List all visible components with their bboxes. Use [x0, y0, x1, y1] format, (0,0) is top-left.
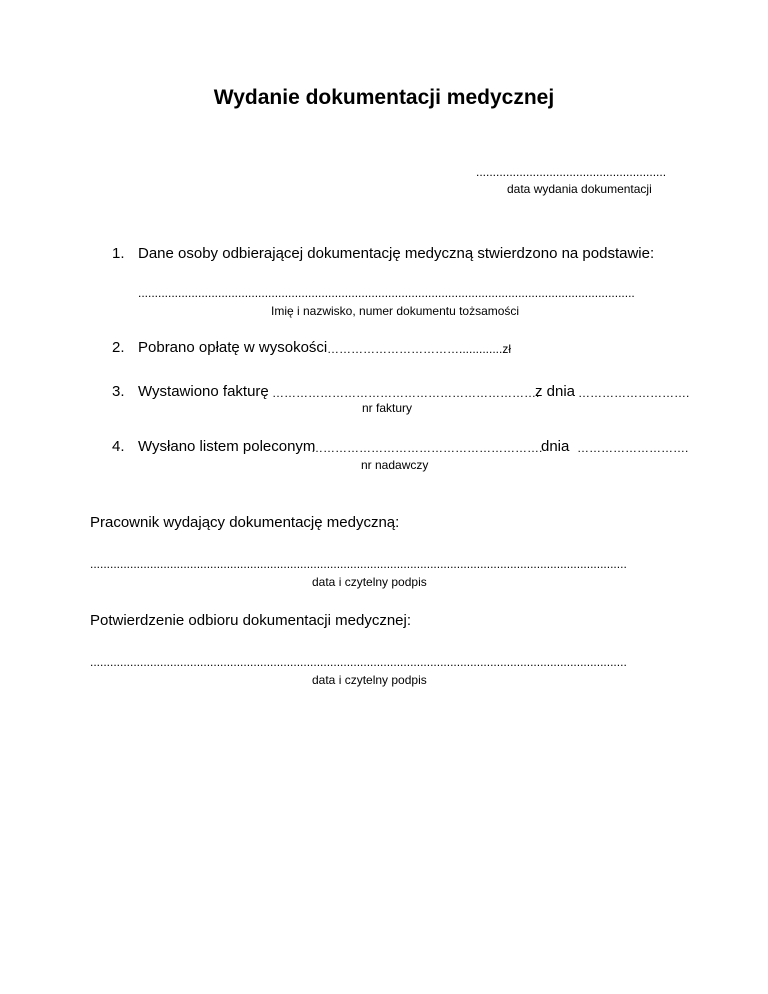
employee-signature-line[interactable]: .................................................................................................................................................................: [90, 557, 627, 571]
receipt-caption: data i czytelny podpis: [312, 673, 427, 687]
item-3-number: 3.: [112, 383, 125, 400]
issue-date-line[interactable]: .........................................................: [476, 165, 667, 179]
item-3-text: Wystawiono fakturę: [138, 383, 269, 400]
item-2: [112, 339, 327, 357]
item-4: [112, 438, 315, 456]
item-4-date-line[interactable]: ……………………….: [577, 441, 689, 455]
item-4-date-label: dnia: [541, 438, 570, 455]
item-4-number: 4.: [112, 438, 125, 455]
item-4-text: Wysłano listem poleconym: [138, 438, 316, 455]
employee-caption: data i czytelny podpis: [312, 575, 427, 589]
item-1-caption: Imię i nazwisko, numer dokumentu tożsamości: [271, 304, 520, 318]
item-2-text: Pobrano opłatę w wysokości: [138, 339, 328, 356]
item-1-line[interactable]: .....................................................................................................................................................: [138, 286, 635, 300]
document-title: Wydanie dokumentacji medycznej: [213, 86, 555, 109]
item-3-date-label: z dnia: [535, 383, 576, 400]
item-2-fee-line[interactable]: …………………………….............zł: [327, 342, 512, 356]
item-1-text: Dane osoby odbierającej dokumentację medyczną stwierdzono na podstawie:: [138, 245, 655, 262]
item-3-date-line[interactable]: ……………………….: [578, 386, 690, 400]
item-4-caption: nr nadawczy: [361, 458, 429, 472]
item-3-invoice-line[interactable]: ………………………………………………………….: [272, 386, 540, 400]
item-4-tracking-line[interactable]: ………………………………………………….: [311, 441, 543, 455]
employee-label: Pracownik wydający dokumentację medyczną:: [90, 514, 400, 531]
item-2-number: 2.: [112, 339, 125, 356]
issue-date-caption: data wydania dokumentacji: [507, 182, 652, 196]
item-3: [112, 383, 269, 401]
receipt-label: Potwierdzenie odbioru dokumentacji medycznej:: [90, 612, 412, 629]
item-1-number: 1.: [112, 245, 125, 262]
receipt-signature-line[interactable]: .................................................................................................................................................................: [90, 655, 627, 669]
item-3-caption: nr faktury: [362, 401, 413, 415]
item-1: [112, 245, 654, 263]
